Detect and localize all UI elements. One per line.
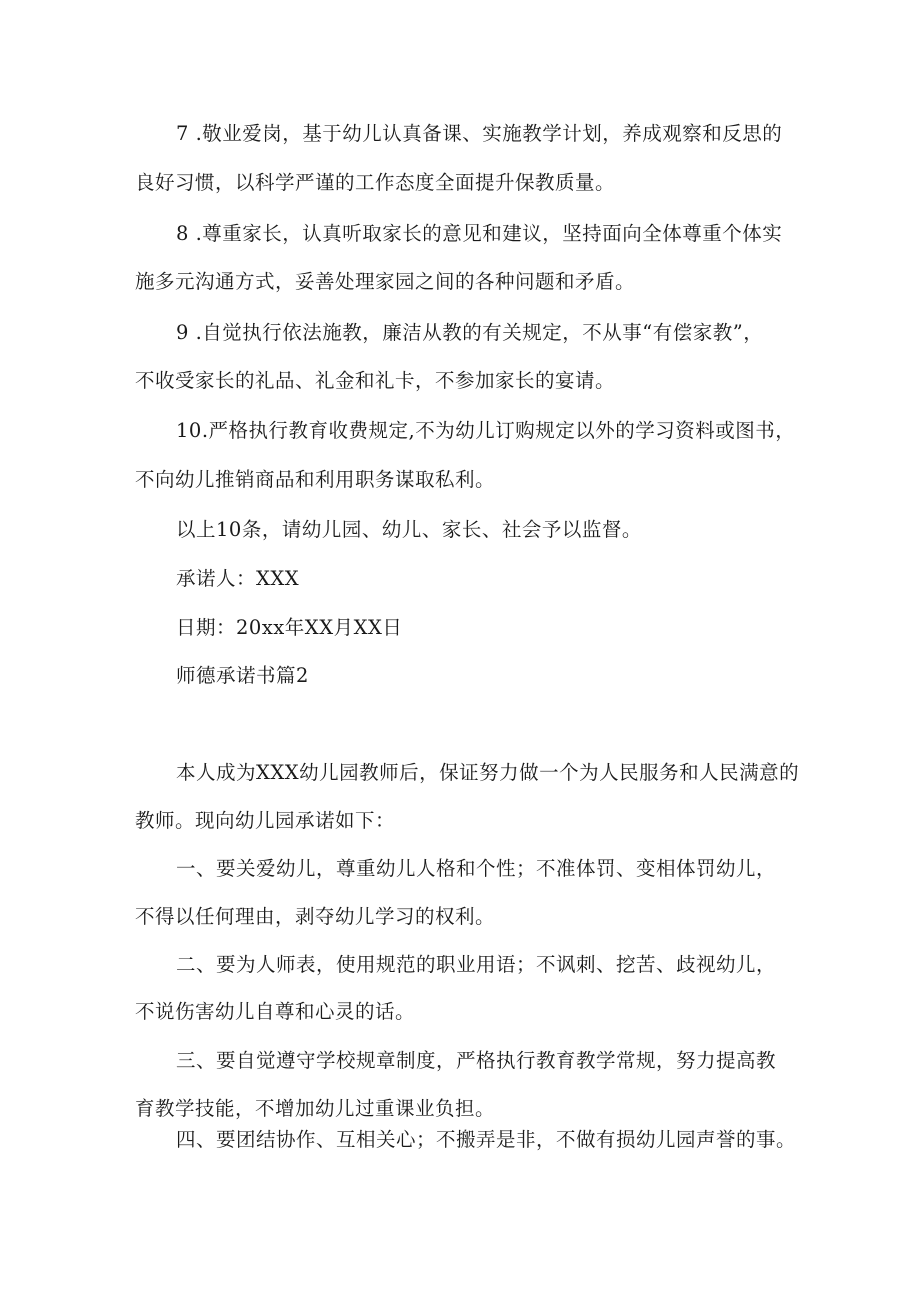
signer-line: 承诺人：XXX	[176, 567, 300, 590]
date-line: 日期：20xx年XX月XX日	[176, 616, 403, 639]
item-8-line-2: 施多元沟通方式，妥善处理家园之间的各种问题和矛盾。	[135, 270, 636, 293]
promise-3-line-1: 三、要自觉遵守学校规章制度，严格执行教育教学常规，努力提高教	[176, 1049, 777, 1072]
promise-3-line-2: 育教学技能，不增加幼儿过重课业负担。	[135, 1097, 496, 1120]
intro-line-2: 教师。现向幼儿园承诺如下：	[135, 809, 396, 832]
item-7-line-2: 良好习惯，以科学严谨的工作态度全面提升保教质量。	[135, 171, 616, 194]
item-10-line-2: 不向幼儿推销商品和利用职务谋取私利。	[135, 468, 496, 491]
item-9-line-2: 不收受家长的礼品、礼金和礼卡，不参加家长的宴请。	[135, 369, 616, 392]
promise-1-line-2: 不得以任何理由，剥夺幼儿学习的权利。	[135, 905, 496, 928]
item-7-line-1: 7 .敬业爱岗，基于幼儿认真备课、实施教学计划，养成观察和反思的	[176, 122, 783, 145]
promise-2-line-2: 不说伤害幼儿自尊和心灵的话。	[135, 1000, 416, 1023]
summary-text: 以上10条，请幼儿园、幼儿、家长、社会予以监督。	[176, 518, 642, 541]
item-8-line-1: 8 .尊重家长，认真听取家长的意见和建议，坚持面向全体尊重个体实	[176, 222, 783, 245]
promise-4-line-1: 四、要团结协作、互相关心；不搬弄是非，不做有损幼儿园声誉的事。	[176, 1128, 797, 1151]
promise-1-line-1: 一、要关爱幼儿，尊重幼儿人格和个性；不准体罚、变相体罚幼儿，	[176, 857, 777, 880]
item-9-line-1: 9 .自觉执行依法施教，廉洁从教的有关规定，不从事“有偿家教”，	[176, 321, 764, 344]
promise-2-line-1: 二、要为人师表，使用规范的职业用语；不讽刺、挖苦、歧视幼儿，	[176, 953, 777, 976]
item-10-line-1: 10.严格执行教育收费规定,不为幼儿订购规定以外的学习资料或图书，	[176, 419, 796, 442]
intro-line-1: 本人成为XXX幼儿园教师后，保证努力做一个为人民服务和人民满意的	[176, 761, 800, 784]
section-title: 师德承诺书篇2	[176, 664, 309, 687]
